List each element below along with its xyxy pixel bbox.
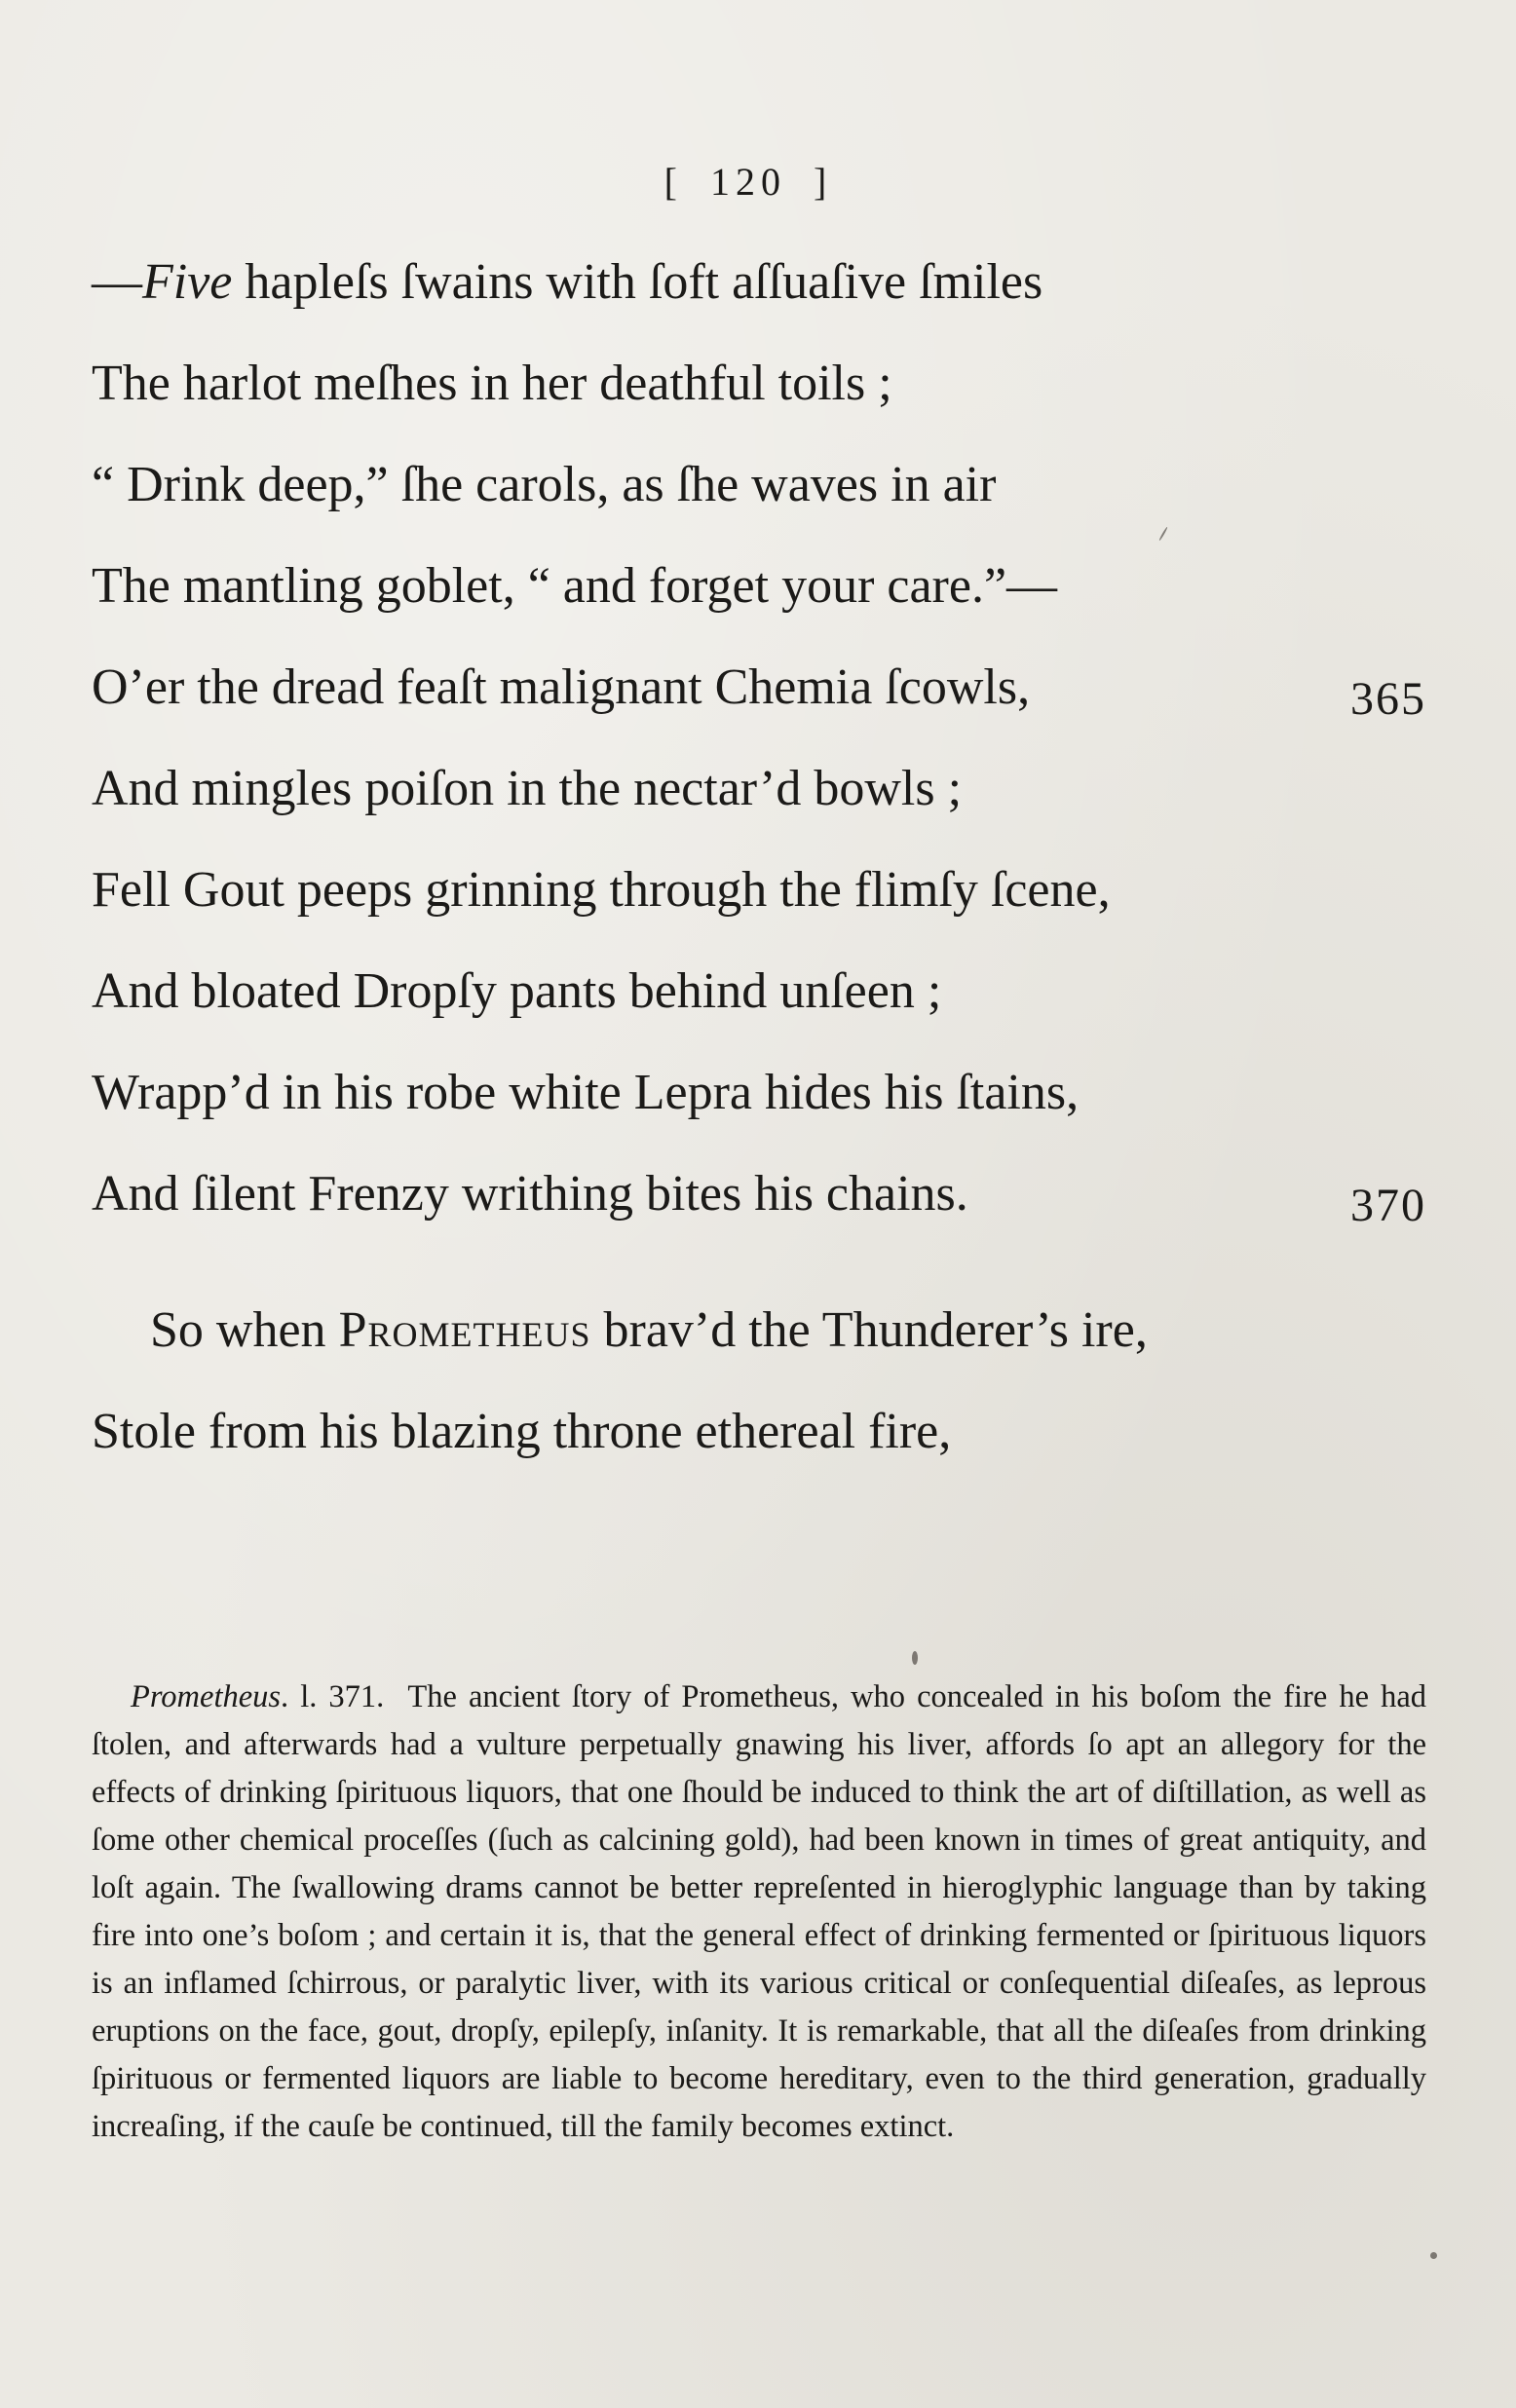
verse-line-text: hapleſs ſwains with ſoft aſſuaſive ſmiles bbox=[232, 254, 1043, 310]
verse-line-name: Prometheus bbox=[338, 1302, 591, 1358]
verse-block bbox=[92, 248, 1426, 1499]
page-number-bracket-right: ] bbox=[814, 160, 833, 204]
line-number: 365 bbox=[1350, 673, 1426, 725]
paper-speck bbox=[912, 1651, 918, 1665]
line-number: 370 bbox=[1350, 1180, 1426, 1231]
footnote-paragraph bbox=[92, 1674, 1426, 2151]
verse-line-text: Wrapp’d in his robe white Lepra hides his ſtains, bbox=[92, 1065, 1080, 1120]
stanza-gap bbox=[92, 1261, 1426, 1297]
verse-line bbox=[92, 755, 1426, 856]
verse-line bbox=[92, 248, 1426, 350]
verse-line bbox=[92, 856, 1426, 958]
footnote bbox=[92, 1674, 1426, 2151]
verse-line bbox=[92, 350, 1426, 451]
verse-line bbox=[92, 552, 1426, 654]
page-number-bracket-left: [ bbox=[663, 160, 683, 204]
verse-line bbox=[92, 1297, 1426, 1398]
verse-line bbox=[92, 1059, 1426, 1160]
footnote-ref-line: . l. 371. bbox=[281, 1679, 385, 1714]
footnote-text: The ancient ſtory of Prometheus, who concealed in his boſom the fire he had ſtolen, and afterwards had a vulture perpetually gnawing his liver, affords ſo apt an allegory for the effects of drinking ſpirituous liquors, that one ſhould be induced to think the art of diſtillation, as well as ſome other chemical proceſſes (ſuch as calcining gold), had been known in times of great antiquity, and loſt again. The ſwallowing drams cannot be better repreſented in hieroglyphic language than by taking fire into one’s boſom ; and certain it is, that the general effect of drinking fermented or ſpirituous liquors is an inflamed ſchirrous, or paralytic liver, with its various critical or conſequential diſeaſes, as leprous eruptions on the face, gout, dropſy, epilepſy, inſanity. It is remarkable, that all the diſeaſes from drinking ſpirituous or fermented liquors are liable to become hereditary, even to the third generation, gradually increaſing, if the cauſe be continued, till the family becomes extinct. bbox=[92, 1679, 1427, 2144]
verse-line-dash: — bbox=[92, 254, 142, 310]
page-number-value: 120 bbox=[710, 160, 786, 204]
verse-line bbox=[92, 958, 1426, 1059]
verse-line-text: So when bbox=[150, 1302, 339, 1358]
verse-line-text: And bloated Dropſy pants behind unſeen ; bbox=[92, 963, 942, 1019]
footnote-ref-name: Prometheus bbox=[131, 1679, 282, 1714]
verse-line-text: The mantling goblet, “ and forget your care.”— bbox=[92, 558, 1058, 614]
verse-line bbox=[92, 451, 1426, 552]
verse-line-text: “ Drink deep,” ſhe carols, as ſhe waves in air bbox=[92, 457, 997, 512]
footnote-reference bbox=[131, 1679, 384, 1714]
verse-line-text: The harlot meſhes in her deathful toils ; bbox=[92, 356, 892, 411]
verse-line-italic: Five bbox=[142, 254, 233, 310]
verse-line bbox=[92, 654, 1426, 755]
verse-line-text: brav’d the Thunderer’s ire, bbox=[590, 1302, 1148, 1358]
verse-line-text: Stole from his blazing throne ethereal fire, bbox=[92, 1404, 952, 1459]
verse-line-text: And mingles poiſon in the nectar’d bowls ; bbox=[92, 761, 963, 816]
verse-line-text: Fell Gout peeps grinning through the flimſy ſcene, bbox=[92, 862, 1111, 918]
verse-line bbox=[92, 1398, 1426, 1499]
verse-line-text: O’er the dread feaſt malignant Chemia ſcowls, bbox=[92, 659, 1031, 715]
verse-line bbox=[92, 1160, 1426, 1261]
verse-line-text: And ſilent Frenzy writhing bites his chains. bbox=[92, 1166, 968, 1222]
paper-speck bbox=[1430, 2252, 1437, 2259]
page-number bbox=[0, 159, 1506, 205]
